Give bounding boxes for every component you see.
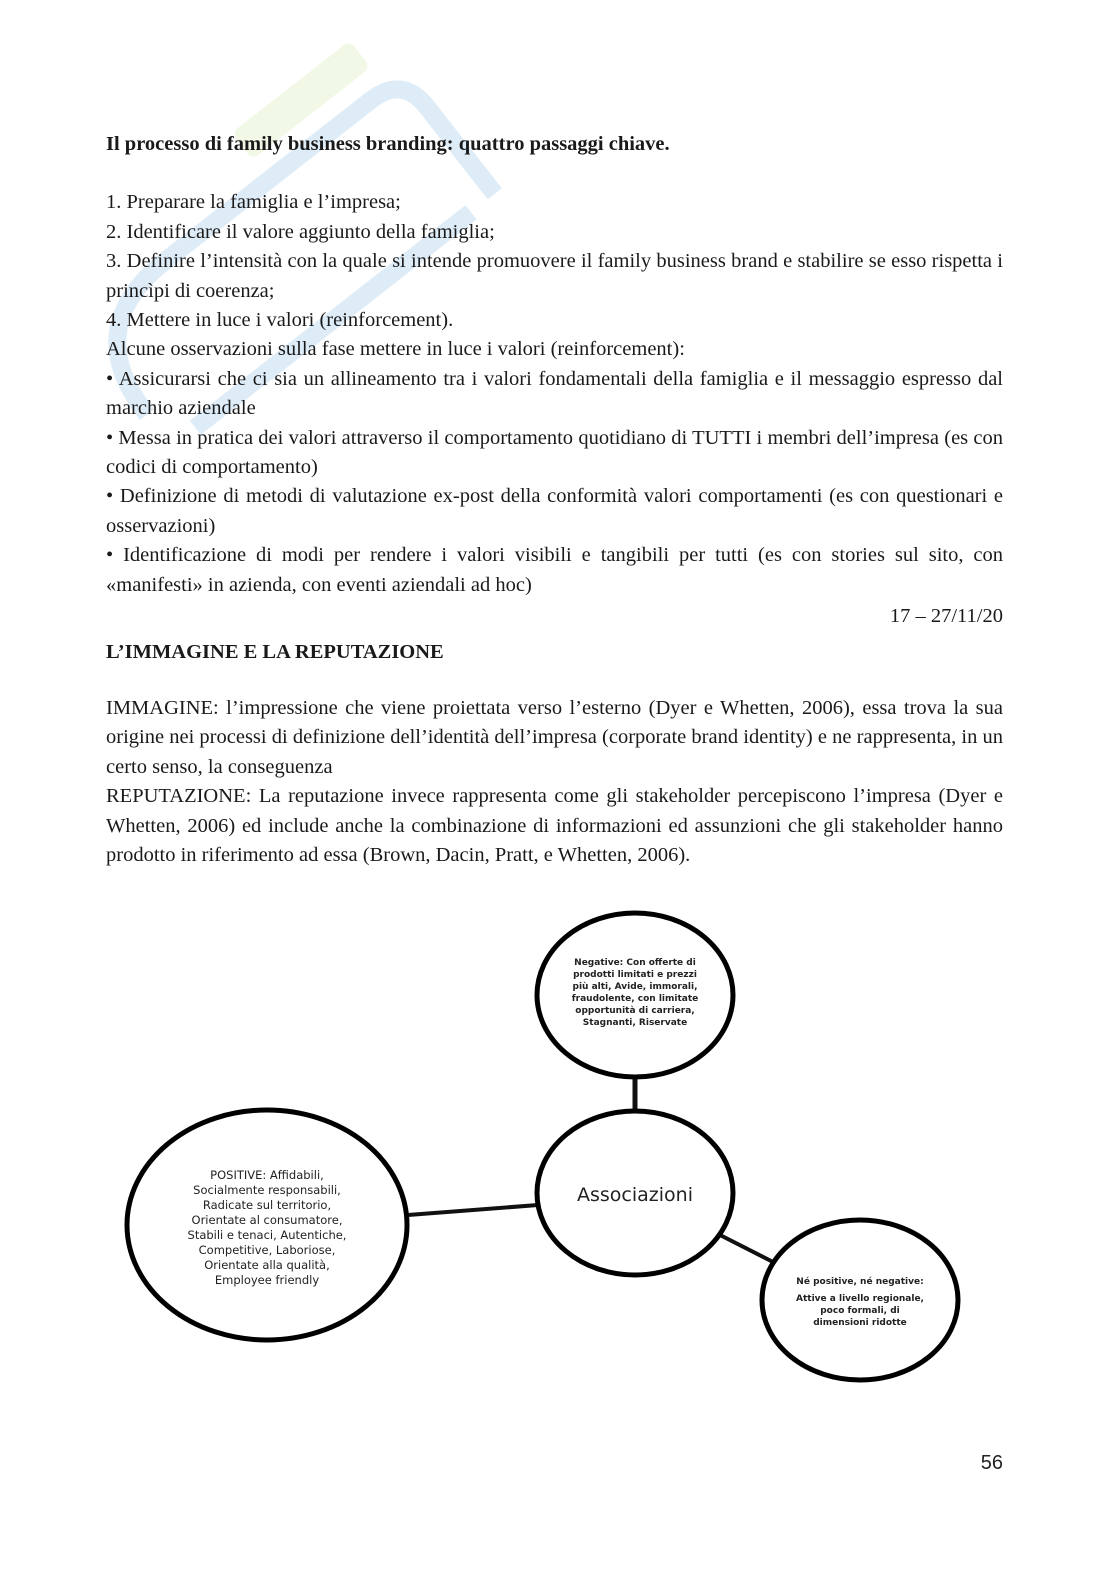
connector-neutral [720,1235,775,1263]
positive-line: Orientate al consumatore, [191,1213,343,1227]
positive-label [188,1168,347,1287]
neutral-line: dimensioni ridotte [813,1318,907,1328]
negative-line: fraudolente, con limitate [571,994,699,1004]
connector-positive [408,1205,538,1215]
negative-line: opportunità di carriera, [575,1006,695,1016]
neutral-title: Né positive, né negative: [796,1277,924,1287]
positive-line: Competitive, Laboriose, [198,1243,336,1257]
positive-line: Orientate alla qualità, [204,1258,330,1272]
bullet-item: • Messa in pratica dei valori attraverso il comportamento quotidiano di TUTTI i membri dell’impresa (es con codici di comportamento) [106,426,1003,479]
bullet-item: • Assicurarsi che ci sia un allineamento tra i valori fondamentali della famiglia e il messaggio espresso dal marchio aziendale [106,367,1003,420]
negative-line: più alti, Avide, immorali, [572,982,698,992]
step-item: 2. Identificare il valore aggiunto della famiglia; [106,220,495,243]
paragraph-immagine: IMMAGINE: l’impressione che viene proiettata verso l’esterno (Dyer e Whetten, 2006), essa trova la sua origine nei processi di definizione dell’identità dell’impresa (corporate brand identity) e ne rappresenta, in un certo senso, la conseguenza [106,696,1003,778]
bullet-item: • Definizione di metodi di valutazione ex-post della conformità valori comportamenti (es con questionari e osservazioni) [106,485,1003,537]
positive-line: Socialmente responsabili, [193,1183,341,1197]
associations-diagram [120,905,970,1385]
negative-line: Negative: Con offerte di [574,958,696,968]
step-item: 1. Preparare la famiglia e l’impresa; [106,191,401,214]
positive-line: Radicate sul territorio, [202,1198,332,1212]
negative-line: Stagnanti, Riservate [582,1018,688,1028]
positive-line: POSITIVE: Affidabili, [210,1168,324,1182]
center-label: Associazioni [577,1184,693,1206]
neutral-line: poco formali, di [820,1306,900,1316]
page-number: 56 [980,1452,1003,1474]
negative-line: prodotti limitati e prezzi [573,970,697,980]
section-heading: Il processo di family business branding: quattro passaggi chiave. [106,133,670,155]
step-item: 3. Definire l’intensità con la quale si intende promuovere il family business brand e stabilire se esso rispetta i princìpi di coerenza; [106,250,1003,302]
date-stamp: 17 – 27/11/20 [889,605,1003,628]
section-heading-image-reputation: L’IMMAGINE E LA REPUTAZIONE [106,640,444,663]
step-item: 4. Mettere in luce i valori (reinforcement). [106,309,454,332]
document-body [106,130,1003,870]
paragraph-reputazione: REPUTAZIONE: La reputazione invece rappresenta come gli stakeholder percepiscono l’impresa (Dyer e Whetten, 2006) ed include anche la combinazione di informazioni ed assunzioni che gli stakeholder hanno prodotto in riferimento ad essa (Brown, Dacin, Pratt, e Whetten, 2006). [106,785,1003,866]
bullet-item: • Identificazione di modi per rendere i valori visibili e tangibili per tutti (es con stories sul sito, con «manifesti» in azienda, con eventi aziendali ad hoc) [106,544,1003,596]
neutral-label [796,1276,924,1328]
positive-line: Stabili e tenaci, Autentiche, [187,1228,347,1242]
positive-line: Employee friendly [214,1273,320,1287]
observations-intro: Alcune osservazioni sulla fase mettere in luce i valori (reinforcement): [106,338,685,361]
neutral-line: Attive a livello regionale, [796,1294,924,1304]
